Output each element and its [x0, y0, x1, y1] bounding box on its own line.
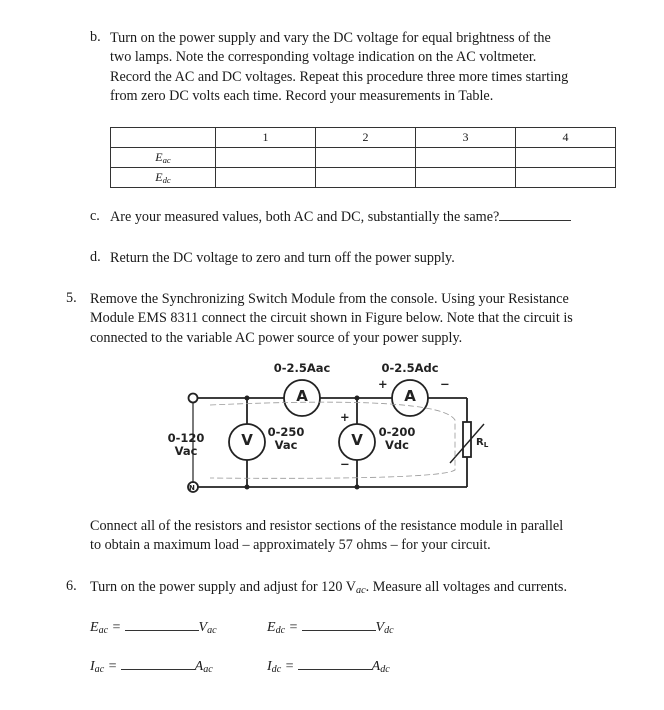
minus-sign: −	[340, 457, 350, 471]
unit: V	[375, 620, 385, 635]
answer-blank[interactable]	[302, 630, 376, 631]
table-header: 4	[516, 128, 616, 148]
measurement-iac: $I_{ac} = A_{ac}$	[90, 659, 213, 675]
unit: A	[371, 659, 381, 674]
text-line: to obtain a maximum load – approximately 57 ohms – for your circuit.	[90, 537, 491, 554]
text: Vac	[274, 438, 298, 452]
table-header: 2	[316, 128, 416, 148]
answer-blank[interactable]	[125, 630, 199, 631]
text: 0-120	[167, 431, 205, 445]
text: . Measure all voltages and currents.	[365, 579, 567, 595]
voltmeter-dc-symbol: V	[351, 431, 363, 449]
text: Turn on the power supply and adjust for 120 V	[90, 579, 357, 595]
text-line: Connect all of the resistors and resistor sections of the resistance module in parallel	[90, 518, 564, 534]
var: E	[155, 170, 163, 184]
text-line: Turn on the power supply and vary the DC voltage for equal brightness of the	[110, 30, 551, 46]
text-line: Remove the Synchronizing Switch Module from the console. Using your Resistance	[90, 291, 569, 307]
sub: ac	[207, 625, 217, 636]
sub: ac	[94, 664, 105, 675]
measurement-eac: $E_{ac} = V_{ac}$	[90, 620, 217, 636]
answer-blank[interactable]	[298, 669, 372, 670]
text-line: Module EMS 8311 connect the circuit shown in Figure below. Note that the circuit is	[90, 310, 573, 327]
junction	[245, 485, 250, 490]
text-line: connected to the variable AC power source of your power supply.	[90, 329, 463, 346]
var: E	[155, 150, 163, 164]
text: Vdc	[385, 438, 409, 452]
item-6-marker: 6.	[66, 578, 77, 594]
text-line: Record the AC and DC voltages. Repeat this procedure three more times starting	[110, 68, 569, 85]
measurement-edc: $E_{dc} = V_{dc}$	[267, 620, 394, 636]
sub: ac	[203, 664, 213, 675]
measurement-idc: $I_{dc} = A_{dc}$	[267, 659, 390, 675]
text: 0-250	[267, 425, 305, 439]
step-d-marker: d.	[90, 249, 101, 265]
neutral-label: N	[189, 484, 195, 492]
sub: dc	[380, 664, 390, 675]
item-6-text	[90, 578, 567, 600]
junction	[355, 396, 360, 401]
unit: V	[198, 620, 208, 635]
var: E	[267, 620, 276, 635]
text: R	[476, 437, 484, 448]
text: Vac	[174, 444, 198, 458]
table-header: 3	[416, 128, 516, 148]
note-text	[90, 517, 630, 556]
voltmeter-dc-label	[377, 426, 417, 452]
text: Are your measured values, both AC and DC, substantially the same?	[110, 209, 500, 225]
ammeter-dc-label: 0-2.5Adc	[381, 361, 439, 375]
sub: dc	[275, 625, 286, 636]
unit: A	[194, 659, 204, 674]
ammeter-ac-label: 0-2.5Aac	[273, 361, 331, 375]
text-line: from zero DC volts each time. Record your measurements in Table.	[110, 87, 494, 104]
sub: ac	[162, 155, 171, 165]
var: I	[267, 659, 272, 674]
voltmeter-ac-symbol: V	[241, 431, 253, 449]
plus-sign: +	[378, 377, 388, 391]
sub: dc	[162, 175, 171, 185]
load-label	[476, 436, 488, 451]
step-b-marker: b.	[90, 29, 101, 45]
sub: L	[483, 440, 489, 449]
voltmeter-ac-label	[266, 426, 306, 452]
minus-sign: −	[440, 377, 450, 391]
ammeter-dc-symbol: A	[404, 387, 416, 405]
step-d-text: Return the DC voltage to zero and turn off the power supply.	[110, 250, 455, 266]
sub: ac	[98, 625, 109, 636]
sub: dc	[384, 625, 394, 636]
text-line: two lamps. Note the corresponding voltage indication on the AC voltmeter.	[110, 49, 537, 66]
line-terminal	[189, 394, 198, 403]
answer-blank[interactable]	[121, 669, 195, 670]
text: 0-200	[378, 425, 416, 439]
var: E	[90, 620, 99, 635]
sub: dc	[271, 664, 282, 675]
junction	[355, 485, 360, 490]
table-header: 1	[216, 128, 316, 148]
var: I	[90, 659, 95, 674]
sub: ac	[356, 585, 366, 596]
plus-sign: +	[340, 410, 350, 424]
source-label	[166, 432, 206, 458]
junction	[245, 396, 250, 401]
step-c-marker: c.	[90, 208, 100, 224]
ammeter-ac-symbol: A	[296, 387, 308, 405]
item-5-marker: 5.	[66, 290, 77, 306]
